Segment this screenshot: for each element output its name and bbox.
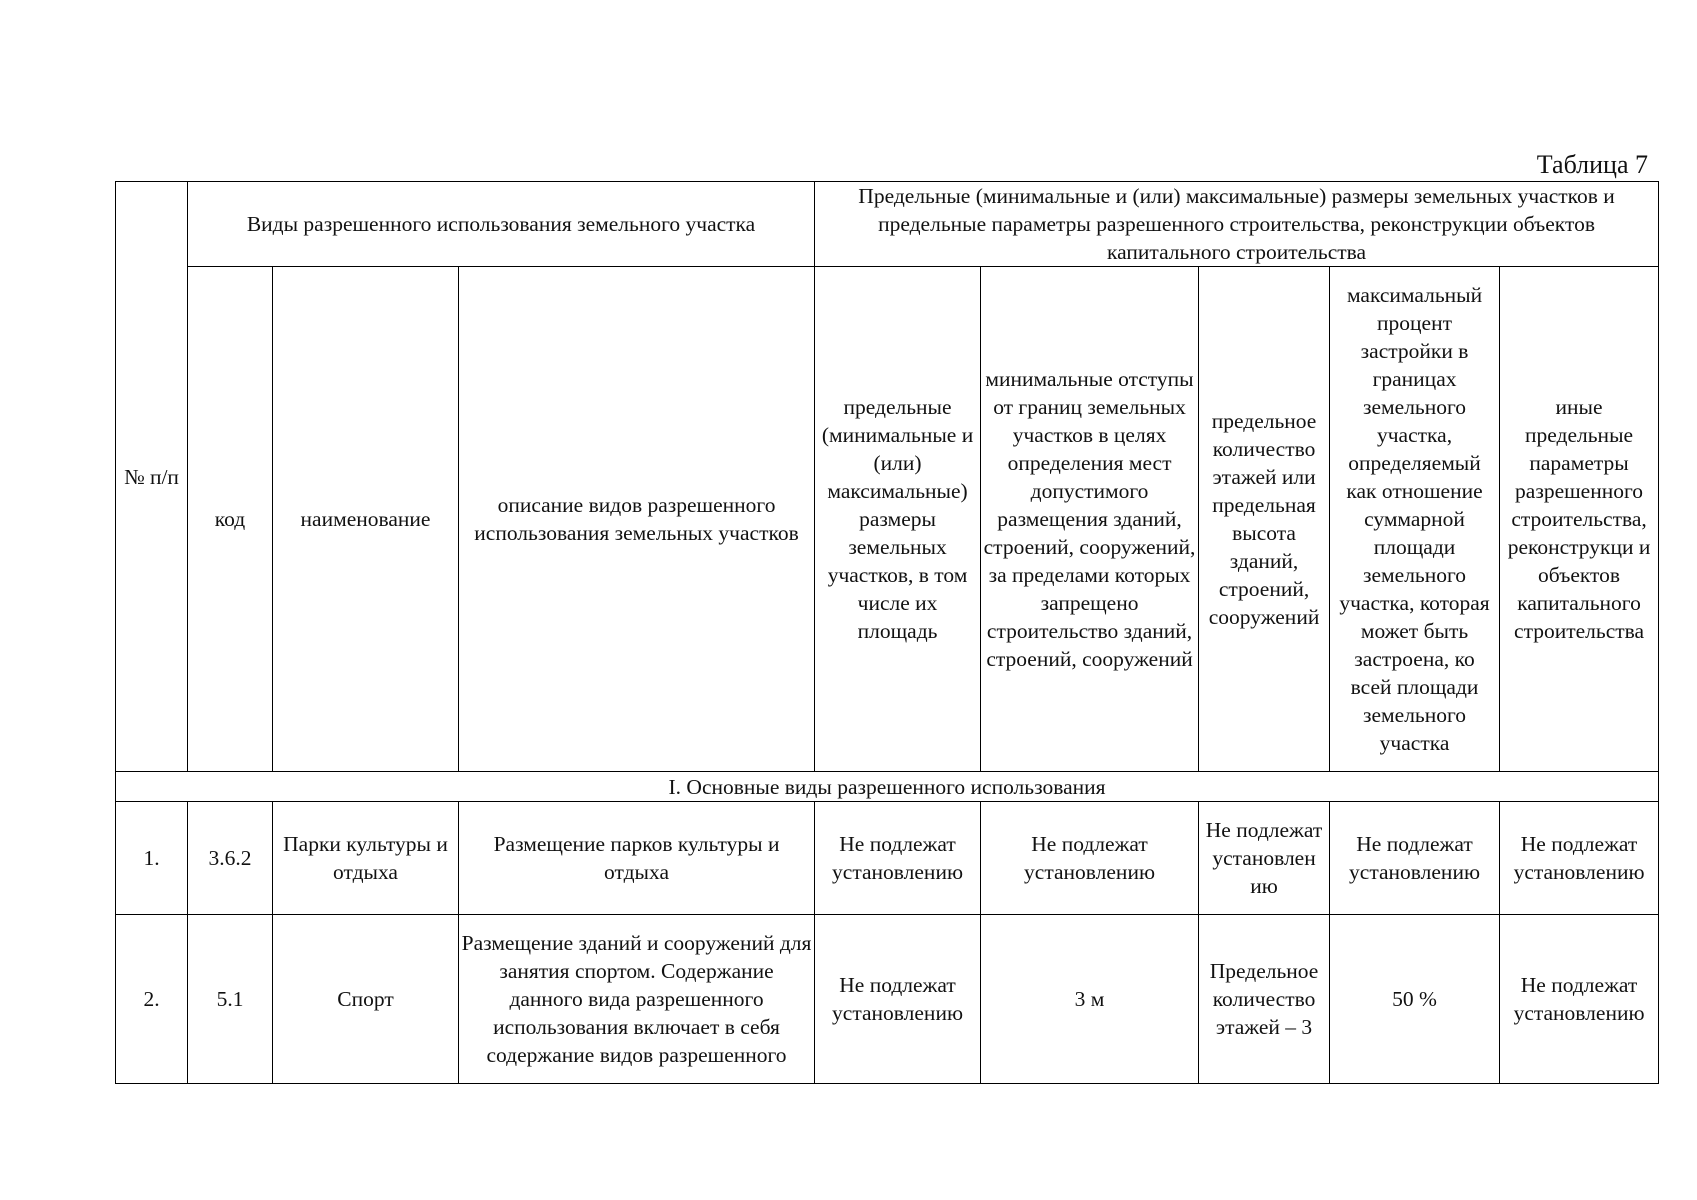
row-description: Размещение парков культуры и отдыха xyxy=(459,802,815,915)
row-floors: Не подлежат установлен ию xyxy=(1199,802,1330,915)
section-title: I. Основные виды разрешенного использования xyxy=(116,772,1659,802)
row-plot-sizes: Не подлежат установлению xyxy=(815,915,981,1084)
row-num: 2. xyxy=(116,915,188,1084)
header-num: № п/п xyxy=(116,182,188,772)
row-code: 3.6.2 xyxy=(188,802,273,915)
row-code: 5.1 xyxy=(188,915,273,1084)
row-other: Не подлежат установлению xyxy=(1500,915,1659,1084)
row-num: 1. xyxy=(116,802,188,915)
row-floors: Предельное количество этажей – 3 xyxy=(1199,915,1330,1084)
table-row xyxy=(116,915,1659,1084)
table-row xyxy=(116,802,1659,915)
header-setbacks: минимальные отступы от границ земельных участков в целях определения мест допустимого размещения зданий, строений, сооружений, за пределами которых запрещено строительство зданий, строений, сооружений xyxy=(981,267,1199,772)
row-name: Парки культуры и отдыха xyxy=(273,802,459,915)
row-description: Размещение зданий и сооружений для занятия спортом. Содержание данного вида разрешенного использования включает в себя содержание видов разрешенного xyxy=(459,915,815,1084)
row-setbacks: Не подлежат установлению xyxy=(981,802,1199,915)
header-description: описание видов разрешенного использования земельных участков xyxy=(459,267,815,772)
header-group-limits: Предельные (минимальные и (или) максимальные) размеры земельных участков и предельные параметры разрешенного строительства, реконструкции объектов капитального строительства xyxy=(815,182,1659,267)
header-group-types: Виды разрешенного использования земельного участка xyxy=(188,182,815,267)
header-code: код xyxy=(188,267,273,772)
header-floors: предельное количество этажей или предельная высота зданий, строений, сооружений xyxy=(1199,267,1330,772)
section-row xyxy=(116,772,1659,802)
header-name: наименование xyxy=(273,267,459,772)
row-coverage: Не подлежат установлению xyxy=(1330,802,1500,915)
header-coverage: максимальный процент застройки в границах земельного участка, определяемый как отношение суммарной площади земельного участка, которая может быть застроена, ко всей площади земельного участка xyxy=(1330,267,1500,772)
row-name: Спорт xyxy=(273,915,459,1084)
row-coverage: 50 % xyxy=(1330,915,1500,1084)
row-setbacks: 3 м xyxy=(981,915,1199,1084)
header-other: иные предельные параметры разрешенного строительства, реконструкци и объектов капитального строительства xyxy=(1500,267,1659,772)
row-other: Не подлежат установлению xyxy=(1500,802,1659,915)
row-plot-sizes: Не подлежат установлению xyxy=(815,802,981,915)
header-row-columns xyxy=(116,267,1659,772)
header-plot-sizes: предельные (минимальные и (или) максимальные) размеры земельных участков, в том числе их площадь xyxy=(815,267,981,772)
table-caption: Таблица 7 xyxy=(1536,150,1648,179)
header-row-groups xyxy=(116,182,1659,267)
land-use-table xyxy=(115,181,1659,1084)
